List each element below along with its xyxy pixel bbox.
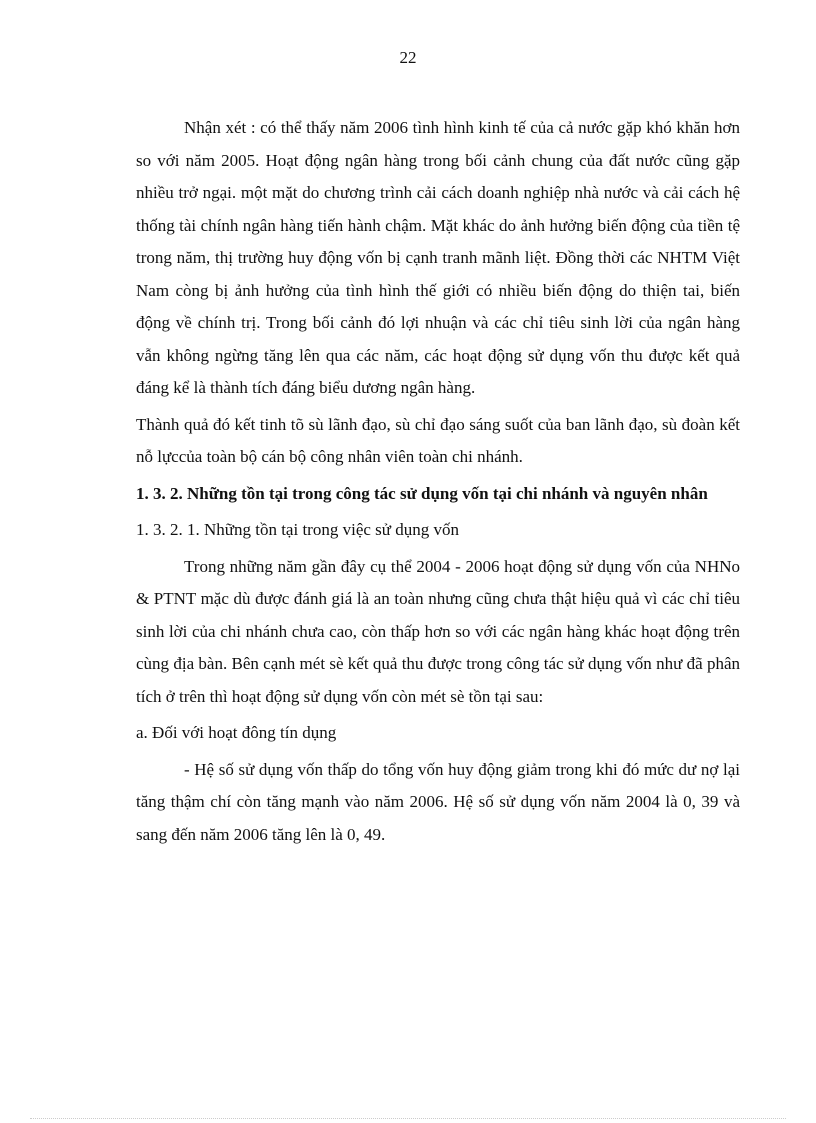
paragraph-achievements: Thành quả đó kết tinh tõ sù lãnh đạo, sù chỉ đạo sáng suốt của ban lãnh đạo, sù đoàn kết nỗ lựccủa toàn bộ cán bộ công nhân viên toàn chi nhánh.	[136, 414, 740, 466]
paragraph-usage: Trong những năm gần đây cụ thể 2004 - 2006 hoạt động sử dụng vốn của NHNo & PTNT mặc dù được đánh giá là an toàn nhưng cũng chưa thật hiệu quả vì các chỉ tiêu sinh lời của chi nhánh chưa cao, còn thấp hơn so với các ngân hàng khác hoạt động trên cùng địa bàn. Bên cạnh mét sè kết quả thu được trong công tác sử dụng vốn như đã phân tích ở trên thì hoạt động sử dụng vốn còn mét sè tồn tại sau:	[136, 556, 740, 706]
subsection-heading: 1. 3. 2. 1. Những tồn tại trong việc sử dụng vốn	[136, 520, 459, 539]
page-bottom-divider	[30, 1118, 786, 1119]
section-heading: 1. 3. 2. Những tồn tại trong công tác sử dụng vốn tại chi nhánh và nguyên nhân	[136, 483, 708, 503]
document-body	[136, 112, 740, 851]
paragraph-coefficient: - Hệ số sử dụng vốn thấp do tổng vốn huy động giảm trong khi đó mức dư nợ lại tăng thậm chí còn tăng mạnh vào năm 2006. Hệ số sử dụng vốn năm 2004 là 0, 39 và sang đến năm 2006 tăng lên là 0, 49.	[136, 759, 740, 844]
item-heading-credit: a. Đối với hoạt đông tín dụng	[136, 723, 337, 742]
page-number: 22	[399, 48, 417, 67]
paragraph-remarks: Nhận xét : có thể thấy năm 2006 tình hình kinh tế của cả nước gặp khó khăn hơn so với năm 2005. Hoạt động ngân hàng trong bối cảnh chung của đất nước cũng gặp nhiều trở ngại. một mặt do chương trình cải cách doanh nghiệp nhà nước và cải cách hệ thống tài chính ngân hàng tiến hành chậm. Mặt khác do ảnh hưởng biến động của tiền tệ trong năm, thị trường huy động vốn bị cạnh tranh mãnh liệt. Đồng thời các NHTM Việt Nam còng bị ảnh hưởng của tình hình thế giới có nhiều biến động do thiện tai, biến động về chính trị. Trong bối cảnh đó lợi nhuận và các chỉ tiêu sinh lời của ngân hàng vẫn không ngừng tăng lên qua các năm, các hoạt động sử dụng vốn thu được kết quả đáng kể là thành tích đáng biểu dương ngân hàng.	[136, 118, 740, 397]
